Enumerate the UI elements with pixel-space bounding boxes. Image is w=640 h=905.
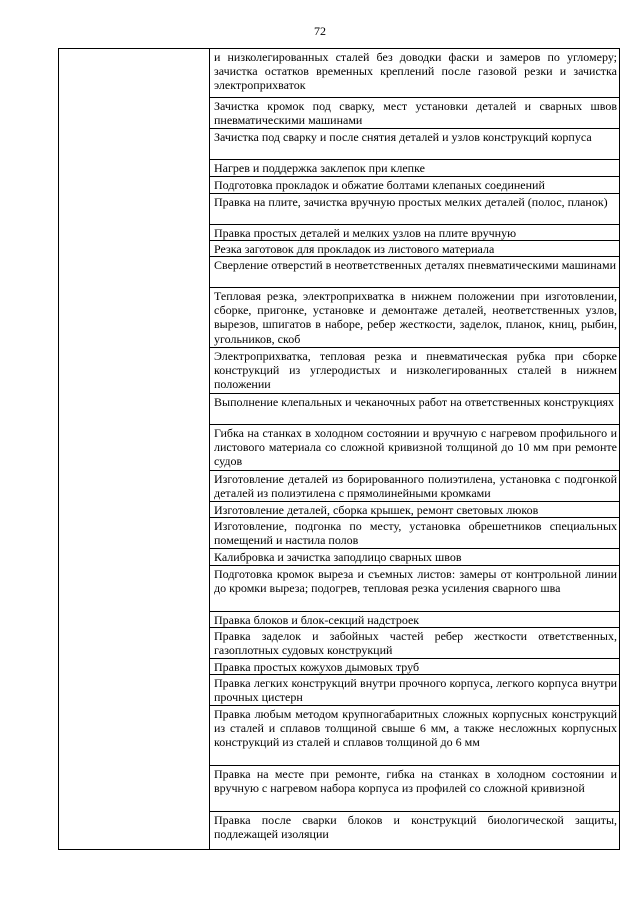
table-row: Изготовление деталей из борированного полиэтилена, установка с подгонкой деталей из полиэтилена с прямолинейными кромками xyxy=(210,471,620,502)
table-row: и низколегированных сталей без доводки фаски и замеров по угломеру; зачистка остатков временных креплений после газовой резки и зачистка электроприхваток xyxy=(210,49,620,98)
table-row: Тепловая резка, электроприхватка в нижнем положении при изготовлении, сборке, пригонке, установке и демонтаже деталей, неответственных узлов, вырезов, шпигатов в наборе, ребер жесткости, заделок, планок, книц, рыбин, угольников, скоб xyxy=(210,288,620,348)
work-table xyxy=(58,48,620,850)
table-row: Зачистка кромок под сварку, мест установки деталей и сварных швов пневматическими машинами xyxy=(210,98,620,129)
table-row: Нагрев и поддержка заклепок при клепке xyxy=(210,160,620,177)
table-row: Правка заделок и забойных частей ребер жесткости ответственных, газоплотных судовых конструкций xyxy=(210,628,620,659)
table-row: Гибка на станках в холодном состоянии и вручную с нагревом профильного и листового материала со сложной кривизной толщиной до 10 мм при ремонте судов xyxy=(210,425,620,471)
table-right-column xyxy=(210,49,620,849)
table-row: Подготовка кромок выреза и съемных листов: замеры от контрольной линии до кромки выреза; подогрев, тепловая резка усиления сварного шва xyxy=(210,566,620,612)
table-row: Калибровка и зачистка заподлицо сварных швов xyxy=(210,549,620,566)
table-row: Изготовление, подгонка по месту, установка обрешетников специальных помещений и настила полов xyxy=(210,518,620,549)
table-left-column xyxy=(59,49,210,849)
table-row: Правка простых деталей и мелких узлов на плите вручную xyxy=(210,225,620,241)
table-row: Правка легких конструкций внутри прочного корпуса, легкого корпуса внутри прочных цистерн xyxy=(210,675,620,706)
table-row: Выполнение клепальных и чеканочных работ на ответственных конструкциях xyxy=(210,394,620,425)
table-row: Изготовление деталей, сборка крышек, ремонт световых люков xyxy=(210,502,620,518)
table-row: Электроприхватка, тепловая резка и пневматическая рубка при сборке конструкций из углеродистых и низколегированных сталей в нижнем положении xyxy=(210,348,620,394)
table-row: Правка простых кожухов дымовых труб xyxy=(210,659,620,675)
table-row: Правка блоков и блок-секций надстроек xyxy=(210,612,620,628)
table-row: Правка после сварки блоков и конструкций биологической защиты, подлежащей изоляции xyxy=(214,813,617,842)
table-row: Резка заготовок для прокладок из листового материала xyxy=(210,241,620,257)
table-row: Сверление отверстий в неответственных деталях пневматическими машинами xyxy=(210,257,620,288)
table-row: Правка на месте при ремонте, гибка на станках в холодном состоянии и вручную с нагревом набора корпуса из профилей со сложной кривизной xyxy=(210,766,620,812)
table-row: Подготовка прокладок и обжатие болтами клепаных соединений xyxy=(210,177,620,194)
page-number: 72 xyxy=(314,24,326,38)
table-row: Зачистка под сварку и после снятия деталей и узлов конструкций корпуса xyxy=(210,129,620,160)
table-row: Правка на плите, зачистка вручную простых мелких деталей (полос, планок) xyxy=(210,194,620,225)
table-row: Правка любым методом крупногабаритных сложных корпусных конструкций из сталей и сплавов толщиной свыше 6 мм, а также несложных корпусных конструкций из сталей и сплавов толщиной до 6 мм xyxy=(210,706,620,766)
